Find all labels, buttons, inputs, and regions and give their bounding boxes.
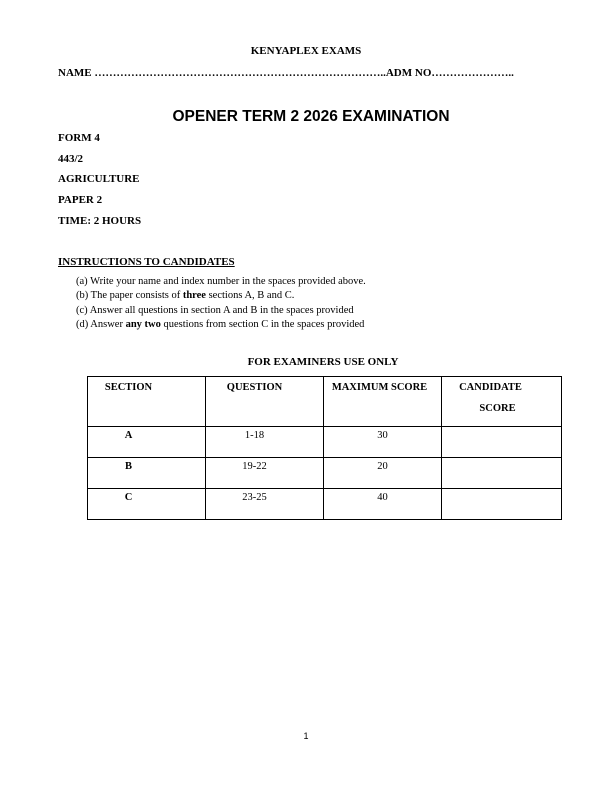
header-candidate-score: CANDIDATE SCORE [442, 377, 562, 427]
section-cell: B [88, 458, 206, 489]
instruction-text: (d) Answer [76, 319, 126, 330]
form-label: FORM 4 [58, 132, 100, 144]
header-maximum-score: MAXIMUM SCORE [324, 377, 442, 427]
school-name: KENYAPLEX EXAMS [250, 45, 362, 57]
question-cell: 23-25 [206, 489, 324, 520]
examiners-caption: FOR EXAMINERS USE ONLY [247, 356, 399, 368]
instruction-item [76, 276, 366, 287]
question-cell: 1-18 [206, 427, 324, 458]
examiners-score-table [87, 376, 562, 520]
instruction-emphasis: three [182, 290, 206, 301]
max-score-cell: 20 [324, 458, 442, 489]
candidate-score-cell[interactable] [442, 458, 562, 489]
section-cell: C [88, 489, 206, 520]
paper-label: PAPER 2 [58, 194, 103, 206]
question-cell: 19-22 [206, 458, 324, 489]
instruction-emphasis: any two [125, 319, 161, 330]
subject-label: AGRICULTURE [58, 173, 140, 185]
max-score-cell: 30 [324, 427, 442, 458]
exam-title: OPENER TERM 2 2026 EXAMINATION [172, 108, 450, 125]
instruction-text: (a) Write your name and index number in the spaces provided above. [76, 276, 366, 287]
table-header-row [88, 377, 562, 427]
paper-code: 443/2 [58, 153, 84, 165]
section-cell: A [88, 427, 206, 458]
max-score-cell: 40 [324, 489, 442, 520]
candidate-score-cell[interactable] [442, 427, 562, 458]
table-row [88, 458, 562, 489]
instruction-text: (c) Answer all questions in section A and B in the spaces provided [76, 305, 354, 316]
page-number: 1 [303, 731, 309, 741]
header-question: QUESTION [206, 377, 324, 427]
table-row [88, 427, 562, 458]
instruction-item [76, 290, 294, 301]
name-adm-line: NAME ……………………………………………………………………..ADM NO………………….. [58, 67, 514, 79]
instruction-item [76, 305, 354, 316]
instruction-item [76, 319, 364, 330]
instructions-heading: INSTRUCTIONS TO CANDIDATES [58, 256, 235, 268]
instruction-text: questions from section C in the spaces provided [160, 319, 365, 330]
instruction-text: (b) The paper consists of [76, 290, 183, 301]
instruction-text: sections A, B and C. [205, 290, 295, 301]
table-row [88, 489, 562, 520]
header-section: SECTION [88, 377, 206, 427]
time-label: TIME: 2 HOURS [58, 215, 142, 227]
candidate-score-cell[interactable] [442, 489, 562, 520]
